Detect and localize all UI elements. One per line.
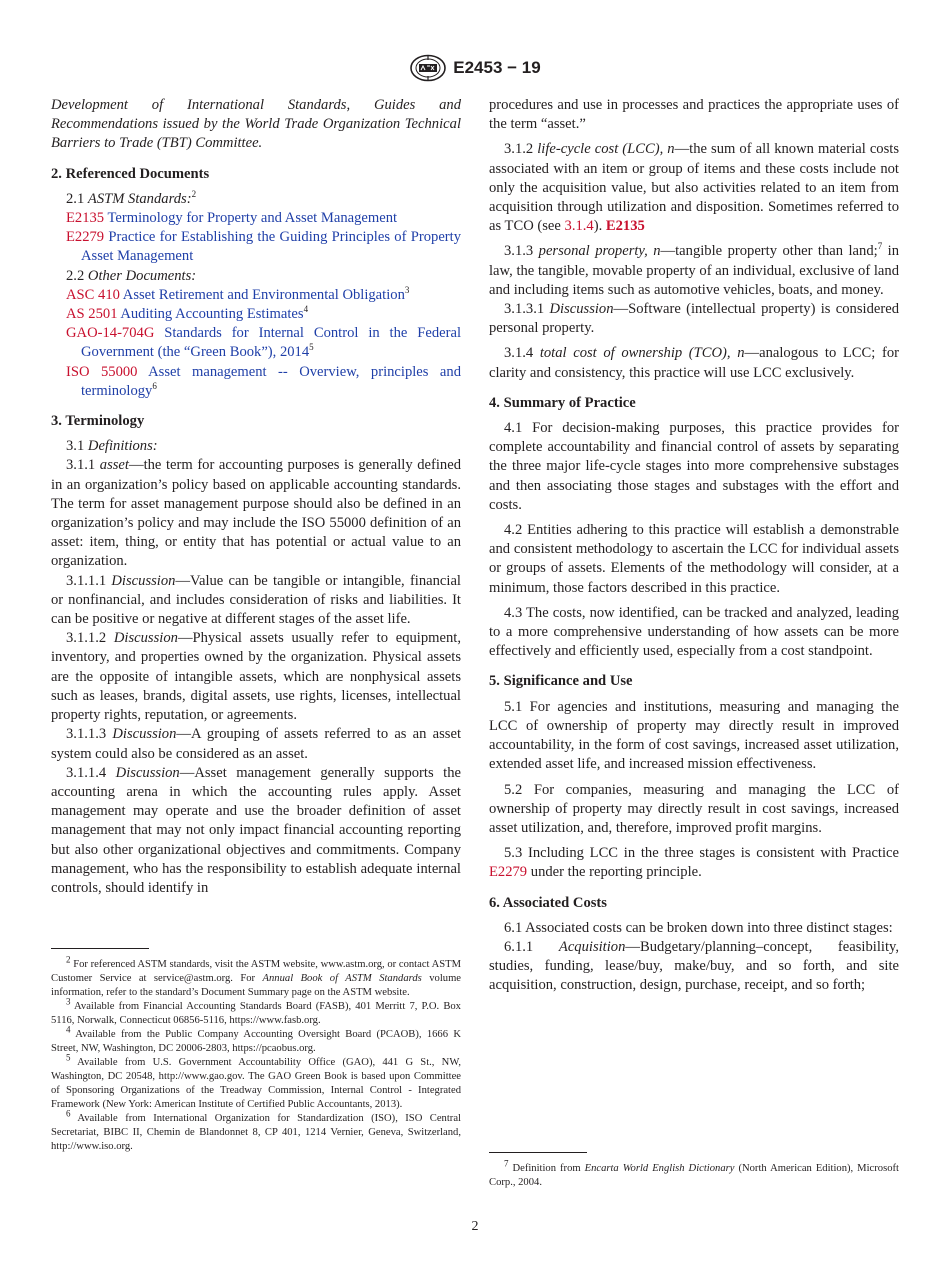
ref-e2135[interactable]: E2135 Terminology for Property and Asset Management — [66, 210, 398, 227]
paragraph-5-2: 5.2 For companies, measuring and managing the LCC of ownership of property may directly result in cost savings, increased asset utilization, and, therefore, improved profit margins. — [489, 781, 899, 836]
definition-3-1-2: 3.1.2 life-cycle cost (LCC), n—the sum of all known material costs associated with an item or group of items and these costs include not only the acquisition value, but also activities related to an item from acquisition through utilization and disposition. Sometimes referred to as TCO (see 3.1.4). E2135 — [489, 141, 900, 235]
ref-iso-55000[interactable]: ISO 55000 Asset management -- Overview, principles and terminology$^6$ — [66, 363, 461, 399]
link-e2135[interactable]: E2135 — [605, 218, 645, 235]
page-number: 2 — [471, 1219, 479, 1234]
discussion-3-1-3-1: 3.1.3.1 Discussion—Software (intellectual property) is considered personal property. — [489, 301, 899, 337]
footnote-5: $^5$ Available from U.S. Government Accountability Office (GAO), 441 G St., NW, Washington, DC 20548, http://www.gao.gov. The GAO Green Book is based upon Committee of Sponsoring Organizations of the Treadway Commission, Internal Control - Integrated Framework (New York: American Institute of Certified Public Accountants, 2013). — [51, 1052, 461, 1110]
footnote-7: $^7$ Definition from Encarta World English Dictionary (North American Edition), Microsoft Corp., 2004. — [489, 1158, 899, 1188]
discussion-3-1-1-3: 3.1.1.3 Discussion—A grouping of assets referred to as an asset system could also be considered as an asset. — [51, 726, 462, 762]
section-5-heading: 5. Significance and Use — [489, 673, 633, 690]
ref-e2279[interactable]: E2279 Practice for Establishing the Guiding Principles of Property Asset Management — [66, 229, 462, 265]
astm-logo-icon — [409, 54, 447, 82]
standard-designation: E2453 − 19 — [453, 58, 541, 77]
right-column — [489, 96, 899, 996]
paragraph-4-3: 4.3 The costs, now identified, can be tracked and analyzed, leading to a more comprehensive understanding of how assets can be more effectively and efficiently used, especially from a cost standpoint. — [489, 604, 899, 660]
section-6-heading: 6. Associated Costs — [489, 894, 607, 911]
footnote-3: $^3$ Available from Financial Accounting Standards Board (FASB), 401 Merritt 7, P.O. Box 5116, Norwalk, Connecticut 06856-5116, https://www.fasb.org. — [51, 996, 461, 1026]
continued-text: procedures and use in processes and practices the appropriate uses of the term “asset.” — [489, 97, 899, 133]
section-2-heading: 2. Referenced Documents — [51, 165, 210, 182]
footnotes-left — [51, 954, 462, 1154]
link-e2279[interactable]: E2279 — [489, 864, 528, 881]
intro-text: Development of International Standards, Guides and Recommendations issued by the World Trade Organization Technical Barriers to Trade (TBT) Committee. — [51, 97, 461, 152]
paragraph-4-1: 4.1 For decision-making purposes, this practice provides for complete accountability and financial control of assets by separating the three major life-cycle stages into more comprehensive substages and then associating those stages and substages with the effort and costs. — [489, 420, 899, 513]
ref-asc-410[interactable]: ASC 410 Asset Retirement and Environmental Obligation$^3$ — [66, 284, 410, 303]
subsection-3-1: 3.1 Definitions: — [66, 438, 158, 455]
discussion-3-1-1-1: 3.1.1.1 Discussion—Value can be tangible or intangible, financial or nonfinancial, and includes consideration of risks and liabilities. It can be positive or negative at different stages of the asset life. — [51, 572, 461, 628]
paragraph-4-2: 4.2 Entities adhering to this practice will establish a demonstrable and consistent methodology to ascertain the LCC for individual assets or groups of assets. Elements of the methodology will consider, at a minimum, those factors described in this practice. — [489, 522, 899, 596]
definition-3-1-1: 3.1.1 asset—the term for accounting purposes is generally defined in an organization’s policy based on applicable accounting standards. The term for asset management purpose should also be defined in an organization’s policy and may include the ISO 55000 definition of an asset: item, thing, or entity that has potential or actual value to an organization. — [51, 457, 461, 570]
left-column — [51, 96, 461, 898]
definition-3-1-4: 3.1.4 total cost of ownership (TCO), n—analogous to LCC; for clarity and consistency, this practice will use LCC exclusively. — [489, 345, 899, 381]
footnote-divider-right — [489, 1152, 587, 1153]
definition-3-1-3: 3.1.3 personal property, n—tangible property other than land;$^7$ in law, the tangible, movable property of an individual, exclusive of land and including items such as automotive vehicles, boats, and money. — [489, 241, 900, 298]
subsection-2-1: 2.1 ASTM Standards:$^2$ — [66, 188, 197, 207]
discussion-3-1-1-4: 3.1.1.4 Discussion—Asset management generally supports the accounting arena in which the accounting rules apply. Asset management may operate and use the broader definition of asset management that may not only impact financial accounting reporting but also other organizational objectives and commitments. Company management, who has the responsibility to establish adequate internal controls, should identify in — [51, 764, 461, 896]
paragraph-6-1: 6.1 Associated costs can be broken down into three distinct stages: — [504, 919, 893, 936]
page-header — [0, 54, 950, 82]
paragraph-6-1-1: 6.1.1 Acquisition—Budgetary/planning–concept, feasibility, studies, funding, lease/buy, make/buy, and so forth, and site acquisition, construction, design, purchase, receipt, and so forth; — [489, 938, 899, 994]
footnote-2: $^2$ For referenced ASTM standards, visit the ASTM website, www.astm.org, or contact ASTM Customer Service at service@astm.org. For Annual Book of ASTM Standards volume information, refer to the standard’s Document Summary page on the ASTM website. — [51, 954, 462, 998]
footnote-divider-left — [51, 948, 149, 949]
footnotes-right — [489, 1158, 899, 1190]
section-4-heading: 4. Summary of Practice — [489, 394, 636, 411]
subsection-2-2: 2.2 Other Documents: — [66, 267, 197, 284]
discussion-3-1-1-2: 3.1.1.2 Discussion—Physical assets usually refer to equipment, inventory, and properties owned by the organization. Physical assets are the opposite of intangible assets, which are nonphysical assets such as leases, brands, digital assets, use rights, licenses, intellectual property rights, reputation, or agreements. — [51, 630, 461, 724]
link-3-1-4[interactable]: 3.1.4 — [564, 218, 594, 235]
ref-gao-14-704g[interactable]: GAO-14-704G Standards for Internal Control in the Federal Government (the “Green Book”), 2014$^5$ — [66, 325, 462, 361]
footnote-4: $^4$ Available from the Public Company Accounting Oversight Board (PCAOB), 1666 K Street, NW, Washington, DC 20006-2803, https://pcaobus.org. — [51, 1024, 461, 1054]
ref-as-2501[interactable]: AS 2501 Auditing Accounting Estimates$^4$ — [66, 304, 309, 323]
paragraph-5-1: 5.1 For agencies and institutions, measuring and managing the LCC of ownership of property may directly result in improved accountability, in the form of cost savings, increased asset utilization, extended asset life, and increased mission effectiveness. — [489, 698, 899, 773]
paragraph-5-3: 5.3 Including LCC in the three stages is consistent with Practice E2279 under the reporting principle. — [489, 845, 899, 881]
section-3-heading: 3. Terminology — [51, 413, 145, 430]
footnote-6: $^6$ Available from International Organization for Standardization (ISO), ISO Central Secretariat, BIBC II, Chemin de Blandonnet 8, CP 401, 1214 Vernier, Geneva, Switzerland, http://www.iso.org. — [51, 1108, 461, 1152]
